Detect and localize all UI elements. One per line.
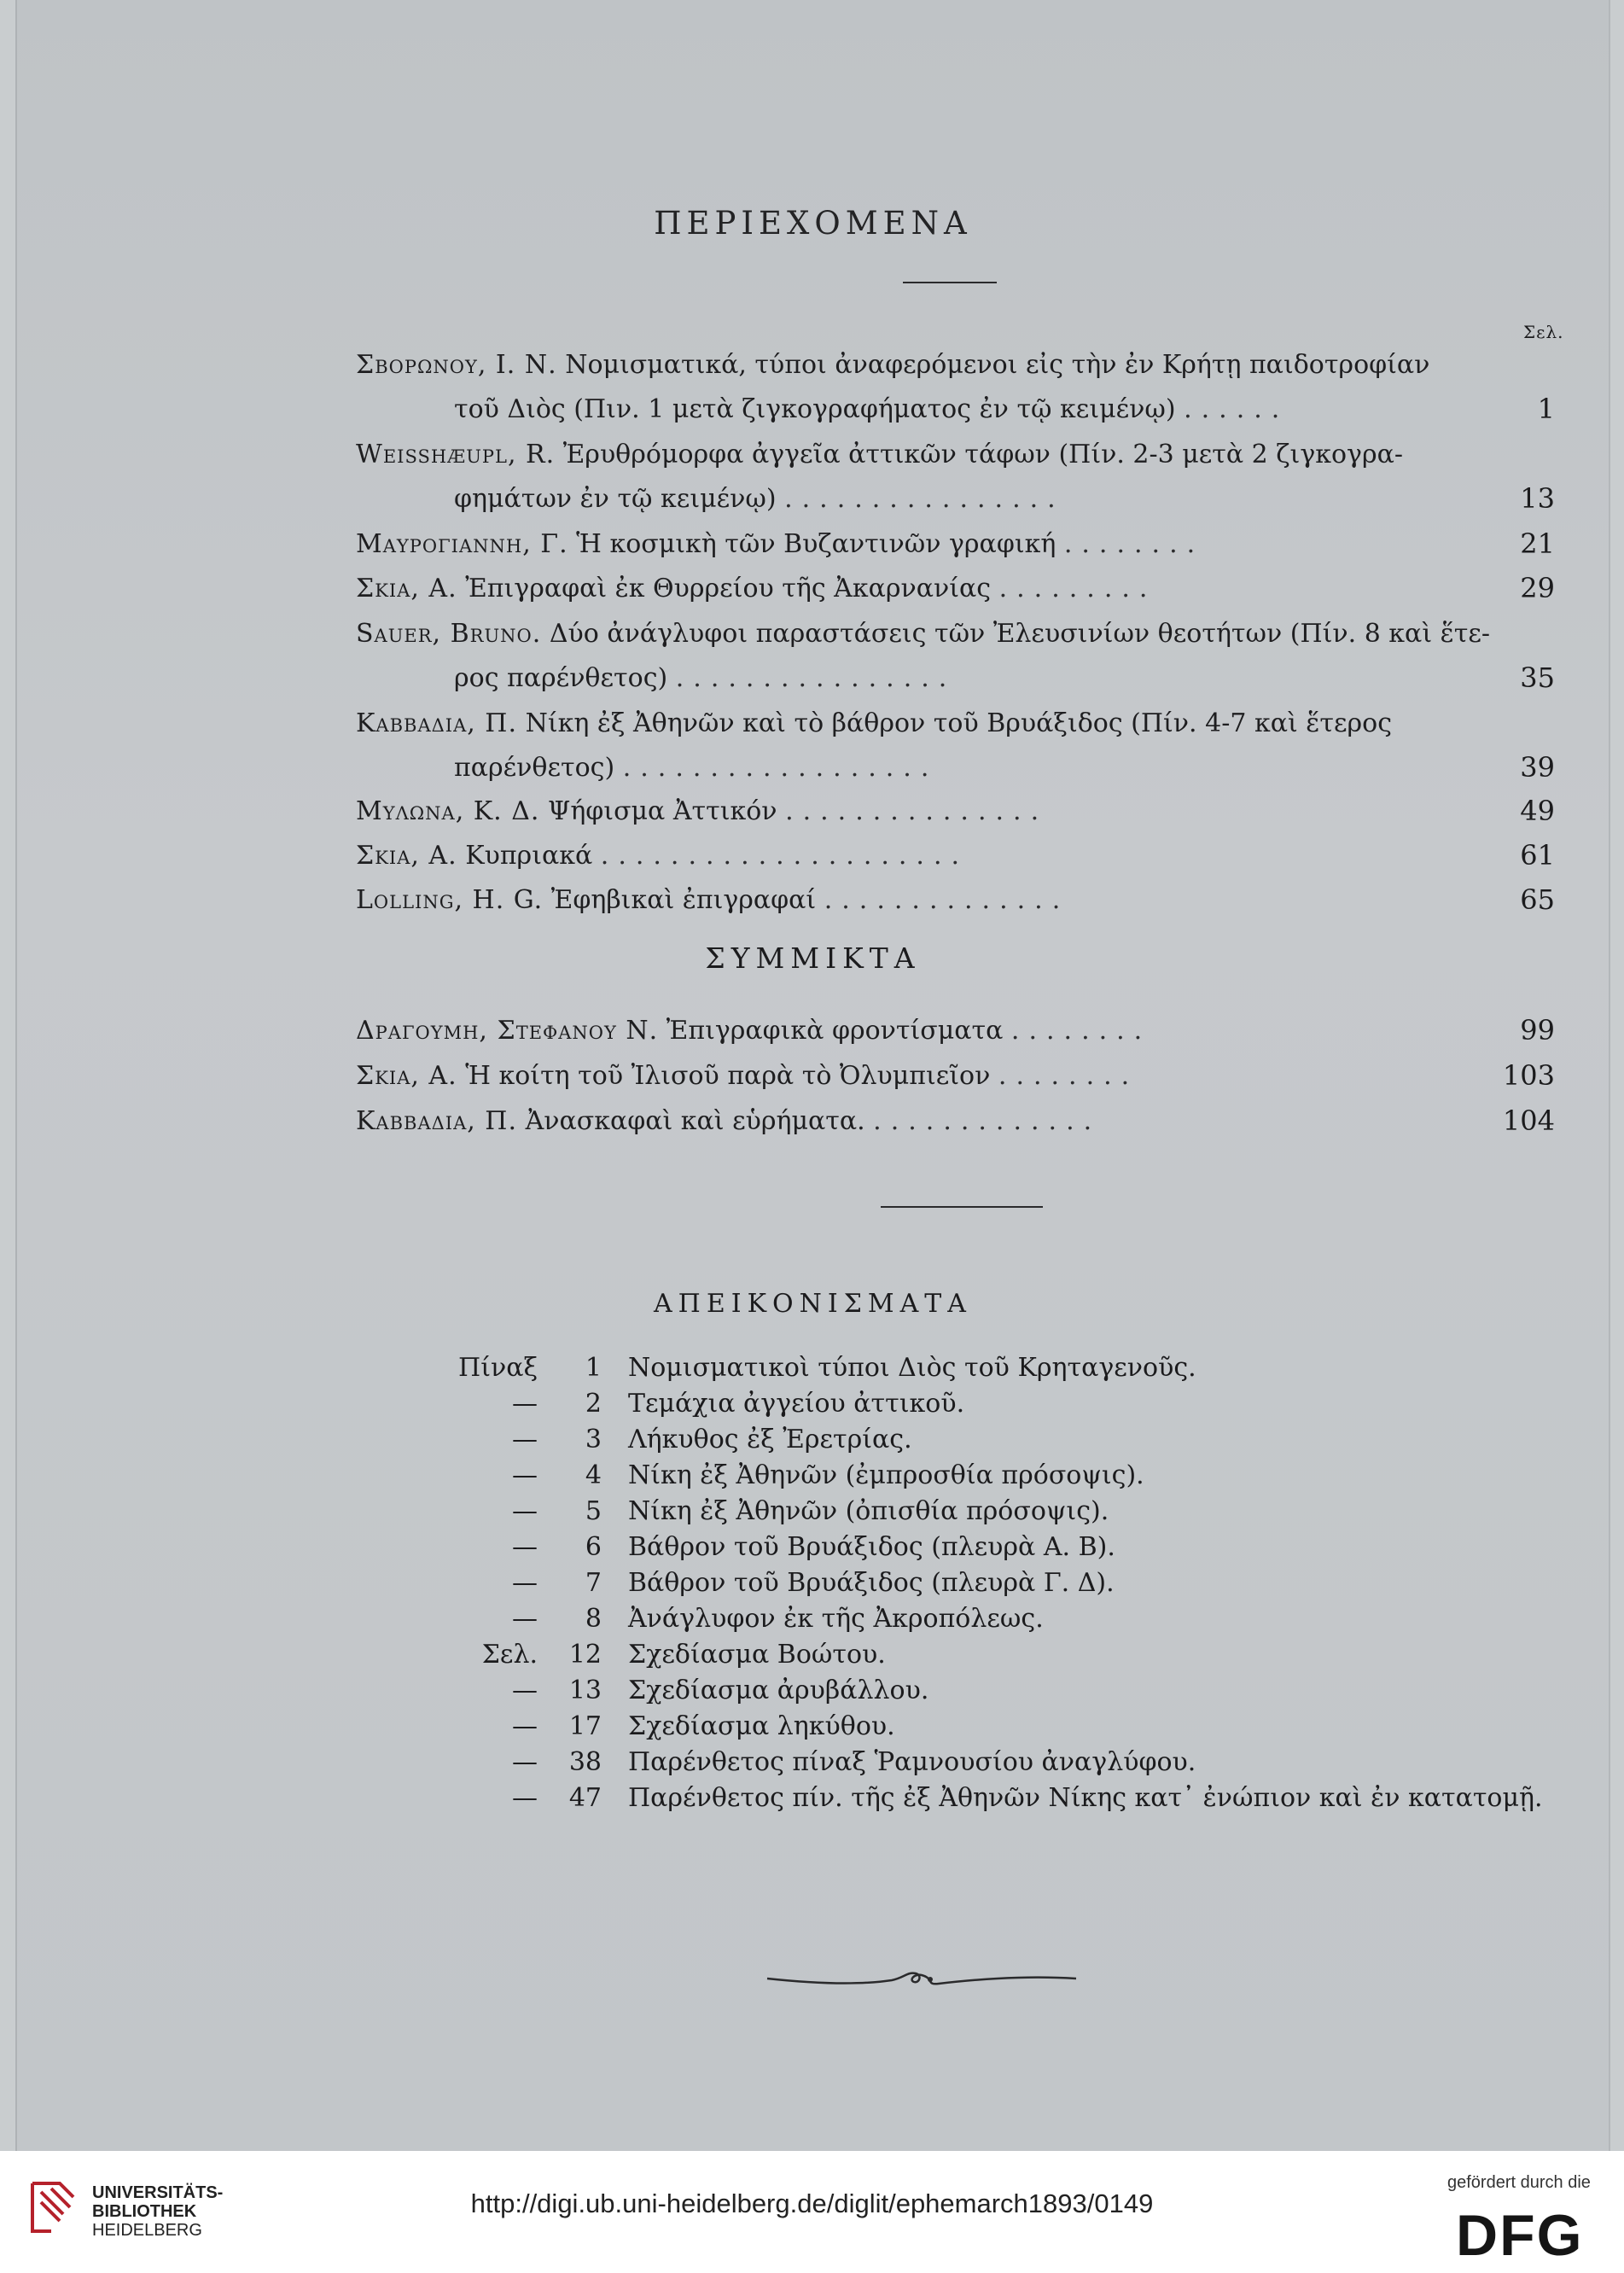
contents-entry-cont: ρος παρένθετος) ................	[454, 663, 957, 693]
section-rule	[881, 1206, 1043, 1208]
plate-label: —	[512, 1568, 538, 1598]
plate-number: 47	[568, 1783, 602, 1813]
contents-entry: Sauer, Bruno. Δύο ἀνάγλυφοι παραστάσεις τῶν Ἐλευσινίων θεοτήτων (Πίν. 8 καὶ ἕτε-	[356, 619, 1490, 649]
plate-caption: Σχεδίασμα ἀρυβάλλου.	[628, 1676, 929, 1705]
plate-caption: Λήκυθος ἐξ Ἐρετρίας.	[628, 1425, 912, 1454]
plate-label: —	[512, 1711, 538, 1741]
plate-label: —	[512, 1496, 538, 1526]
plate-caption: Νίκη ἐξ Ἀθηνῶν (ὀπισθία πρόσοψις).	[628, 1496, 1109, 1526]
contents-page: 39	[1520, 751, 1555, 784]
misc-page: 104	[1502, 1104, 1555, 1137]
contents-page: 13	[1520, 482, 1555, 515]
plate-label: —	[512, 1460, 538, 1490]
library-name: UNIVERSITÄTS- BIBLIOTHEK HEIDELBERG	[92, 2183, 224, 2240]
plate-number: 13	[568, 1676, 602, 1705]
plate-number: 3	[585, 1425, 602, 1454]
ornament-flourish	[764, 1963, 1080, 1994]
plates-heading: ΑΠΕΙΚΟΝΙΣΜΑΤΑ	[654, 1289, 972, 1319]
misc-entry: Καββαδια, Π. Ἀνασκαφαὶ καὶ εὑρήματα. .............	[356, 1106, 1102, 1136]
contents-page: 21	[1520, 527, 1555, 560]
page-heading: ΠΕΡΙΕΧΟΜΕΝΑ	[654, 205, 972, 242]
contents-page: 1	[1537, 393, 1555, 425]
plate-number: 12	[568, 1640, 602, 1670]
contents-page: 61	[1520, 839, 1555, 871]
plate-label: —	[512, 1783, 538, 1813]
plate-label: —	[512, 1532, 538, 1562]
page-column-label: Σελ.	[1523, 322, 1564, 342]
plate-label: —	[512, 1747, 538, 1777]
funding-note: gefördert durch die	[1447, 2173, 1591, 2192]
contents-entry: Μυλωνα, Κ. Δ. Ψήφισμα Ἀττικόν ...............	[356, 796, 1049, 826]
plate-number: 7	[585, 1568, 602, 1598]
contents-page: 49	[1520, 795, 1555, 827]
plate-caption: Ἀνάγλυφον ἐκ τῆς Ἀκροπόλεως.	[628, 1604, 1044, 1634]
misc-heading: ΣΥΜΜΙΚΤΑ	[705, 941, 921, 975]
plate-caption: Σχεδίασμα ληκύθου.	[628, 1711, 895, 1741]
plate-caption: Βάθρον τοῦ Βρυάξιδος (πλευρὰ Γ. Δ).	[628, 1568, 1115, 1598]
plate-caption: Βάθρον τοῦ Βρυάξιδος (πλευρὰ Α. Β).	[628, 1532, 1115, 1562]
contents-entry-cont: τοῦ Διὸς (Πιν. 1 μετὰ ζιγκογραφήματος ἐν τῷ κειμένῳ) ......	[454, 394, 1289, 424]
footer-bar	[0, 2151, 1624, 2273]
plate-number: 38	[568, 1747, 602, 1777]
misc-page: 103	[1502, 1059, 1555, 1092]
plate-label: —	[512, 1389, 538, 1419]
plate-number: 8	[585, 1604, 602, 1634]
dfg-logo: DFG	[1456, 2203, 1584, 2268]
plate-caption: Τεμάχια ἀγγείου ἀττικοῦ.	[628, 1389, 965, 1419]
plate-caption: Παρένθετος πίν. τῆς ἐξ Ἀθηνῶν Νίκης κατ᾽ ἐνώπιον καὶ ἐν κατατομῇ.	[628, 1783, 1543, 1813]
plate-number: 5	[585, 1496, 602, 1526]
plate-label: Σελ.	[481, 1640, 538, 1670]
plate-label: Πίναξ	[458, 1353, 538, 1383]
plate-caption: Νίκη ἐξ Ἀθηνῶν (ἐμπροσθία πρόσοψις).	[628, 1460, 1144, 1490]
contents-entry: Lolling, H. G. Ἐφηβικαὶ ἐπιγραφαί ..............	[356, 885, 1070, 915]
misc-entry: Σκια, Α. Ἡ κοίτη τοῦ Ἰλισοῦ παρὰ τὸ Ὀλυμπιεῖον ........	[356, 1061, 1139, 1091]
contents-page: 29	[1520, 572, 1555, 604]
heading-rule	[903, 282, 997, 283]
contents-entry: Μαυρογιαννη, Γ. Ἡ κοσμικὴ τῶν Βυζαντινῶν γραφική ........	[356, 529, 1205, 559]
contents-entry: Σκια, Α. Κυπριακά .....................	[356, 841, 969, 871]
plate-number: 2	[585, 1389, 602, 1419]
contents-entry: Weisshæupl, R. Ἐρυθρόμορφα ἀγγεῖα ἀττικῶν τάφων (Πίν. 2-3 μετὰ 2 ζιγκογρα-	[356, 440, 1404, 469]
scanned-page	[15, 0, 1610, 2151]
plate-caption: Σχεδίασμα Βοώτου.	[628, 1640, 886, 1670]
plate-number: 4	[585, 1460, 602, 1490]
contents-page: 35	[1520, 662, 1555, 694]
contents-entry-cont: παρένθετος) ..................	[454, 753, 939, 783]
source-url-link[interactable]: http://digi.ub.uni-heidelberg.de/diglit/ephemarch1893/0149	[470, 2188, 1154, 2218]
contents-entry: Σκια, Α. Ἐπιγραφαὶ ἐκ Θυρρείου τῆς Ἀκαρνανίας .........	[356, 574, 1157, 603]
plate-caption: Παρένθετος πίναξ Ῥαμνουσίου ἀναγλύφου.	[628, 1747, 1196, 1777]
plate-label: —	[512, 1604, 538, 1634]
plate-label: —	[512, 1425, 538, 1454]
plate-number: 6	[585, 1532, 602, 1562]
contents-entry: Καββαδια, Π. Νίκη ἐξ Ἀθηνῶν καὶ τὸ βάθρον τοῦ Βρυάξιδος (Πίν. 4-7 καὶ ἕτερος	[356, 708, 1392, 738]
misc-page: 99	[1520, 1014, 1555, 1046]
contents-page: 65	[1520, 883, 1555, 916]
contents-entry: Σβορωνου, Ι. Ν. Νομισματικά, τύποι ἀναφερόμενοι εἰς τὴν ἐν Κρήτῃ παιδοτροφίαν	[356, 350, 1430, 380]
plate-number: 17	[568, 1711, 602, 1741]
plate-number: 1	[585, 1353, 602, 1383]
misc-entry: Δραγουμη, Στεφανου Ν. Ἐπιγραφικὰ φροντίσματα ........	[356, 1016, 1152, 1046]
contents-entry-cont: φημάτων ἐν τῷ κειμένῳ) ................	[454, 484, 1065, 514]
plate-label: —	[512, 1676, 538, 1705]
plate-caption: Νομισματικοὶ τύποι Διὸς τοῦ Κρηταγενοῦς.	[628, 1353, 1196, 1383]
